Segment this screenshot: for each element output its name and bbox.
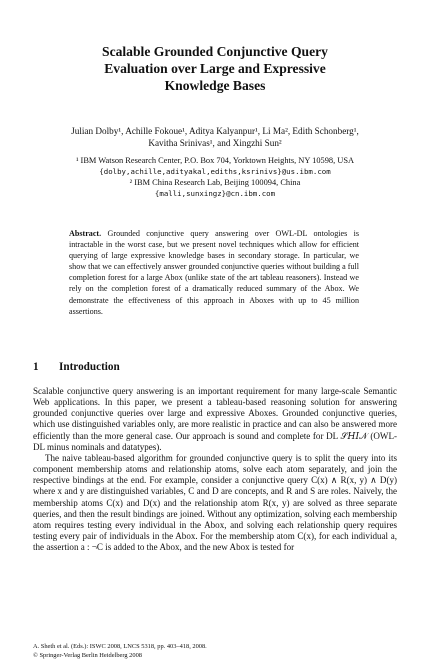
affiliation-line: ¹ IBM Watson Research Center, P.O. Box 704, Yorktown Heights, NY 10598, USA <box>75 156 355 165</box>
footer-line: A. Sheth et al. (Eds.): ISWC 2008, LNCS 5318, pp. 403–418, 2008. <box>33 643 207 650</box>
footer-line: © Springer-Verlag Berlin Heidelberg 2008 <box>33 651 142 659</box>
page-footer <box>33 643 397 660</box>
paper-title <box>40 43 390 94</box>
body-paragraph: Scalable conjunctive query answering is an important requirement for many large-scale Semantic Web applications. In this paper, we present a tableau-based reasoning solution for answering grounded conjunctive queries over large and expressive Aboxes. Grounded conjunctive queries, which use distinguished variables only, are more realistic in practice and can also be answered more efficiently than the more general case. Our approach is sound and complete for DL 𝒮𝐻𝐼𝒩 (OWL-DL minus nominals and datatypes). <box>33 386 397 452</box>
title-line: Scalable Grounded Conjunctive Query <box>102 44 328 59</box>
abstract-text: Grounded conjunctive query answering over OWL-DL ontologies is intractable in the worst case, but we present novel techniques which allow for efficient querying of large expressive knowledge bases in secondary storage. In particular, we show that we can effectively answer grounded conjunctive queries without building a full completion forest for a large Abox (unlike state of the art tableau reasoners). Instead we rely on the completion forest of a dramatically reduced summary of the Abox. We demonstrate the effectiveness of this approach in Aboxes with up to 45 million assertions. <box>69 229 359 316</box>
abstract <box>69 228 359 317</box>
section-number: 1 <box>33 361 39 373</box>
title-line: Evaluation over Large and Expressive <box>104 61 326 76</box>
abstract-label: Abstract. <box>69 229 102 238</box>
author-line: Kavitha Srinivas¹, and Xingzhi Sun² <box>148 138 282 149</box>
title-line: Knowledge Bases <box>164 78 266 93</box>
author-line: Julian Dolby¹, Achille Fokoue¹, Aditya Kalyanpur¹, Li Ma², Edith Schonberg¹, <box>71 126 359 136</box>
section-body <box>33 386 397 553</box>
author-list <box>20 125 410 150</box>
body-paragraph: The naive tableau-based algorithm for grounded conjunctive query is to split the query into its component membership atoms and relationship atoms, solve each atom separately, and join the respective bindings at the end. For example, consider a conjunctive query C(x) ∧ R(x, y) ∧ D(y) where x and y are distinguished variables, C and D are concepts, and R and S are roles. Naively, the membership atoms C(x) and D(x) and the relationship atom R(x, y) are solved as three separate queries, and then the result bindings are joined. Without any optimization, solving each membership atom requires testing every individual in the Abox, and solving each relationship query requires testing every pair of individuals in the Abox. For the membership atom C(x), for each individual a, the assertion a : ¬C is added to the Abox, and the new Abox is tested for <box>33 452 397 553</box>
affiliations <box>20 155 410 199</box>
affiliation-email: {dolby,achille,adityakal,ediths,ksrinivs}@us.ibm.com <box>99 167 331 176</box>
affiliation-line: ² IBM China Research Lab, Beijing 100094, China <box>129 178 301 187</box>
section-title: Introduction <box>59 361 120 373</box>
section-heading <box>33 361 120 373</box>
affiliation-email: {malli,sunxingz}@cn.ibm.com <box>154 189 276 198</box>
